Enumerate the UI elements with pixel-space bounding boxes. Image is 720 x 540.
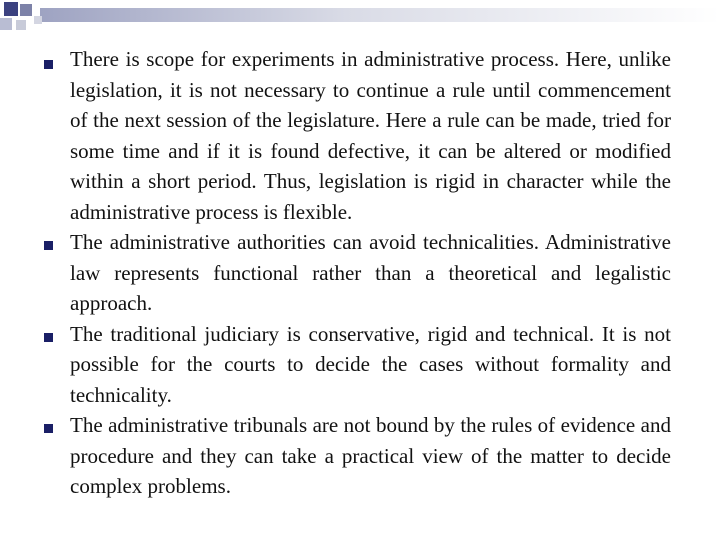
corner-square-pale <box>16 20 26 30</box>
bullet-list <box>0 44 720 502</box>
corner-square-small <box>34 16 42 24</box>
bullet-text-4: The administrative tribunals are not bound by the rules of evidence and procedure and they can take a practical view of the matter to decide complex problems. <box>70 413 671 498</box>
header-fade-bar <box>40 8 720 22</box>
bullet-text-1: There is scope for experiments in administrative process. Here, unlike legislation, it is not necessary to continue a rule until commencement of the next session of the legislature. Here a rule can be made, tried for some time and if it is found defective, it can be altered or modified within a short period. Thus, legislation is rigid in character while the administrative process is flexible. <box>70 47 671 224</box>
slide-corner-decoration <box>0 0 720 40</box>
bullet-text-2: The administrative authorities can avoid technicalities. Administrative law represents functional rather than a theoretical and legalistic approach. <box>70 230 671 315</box>
square-bullet-icon <box>44 60 53 69</box>
square-bullet-icon <box>44 424 53 433</box>
corner-square-dark <box>4 2 18 16</box>
bullet-item-2 <box>0 227 720 319</box>
bullet-item-4 <box>0 410 720 502</box>
corner-square-medium <box>20 4 32 16</box>
square-bullet-icon <box>44 241 53 250</box>
bullet-text-3: The traditional judiciary is conservative, rigid and technical. It is not possible for the courts to decide the cases without formality and technicality. <box>70 321 671 407</box>
corner-square-light <box>0 18 12 30</box>
bullet-item-1 <box>0 44 720 227</box>
square-bullet-icon <box>44 333 53 342</box>
bullet-item-3 <box>0 319 720 411</box>
